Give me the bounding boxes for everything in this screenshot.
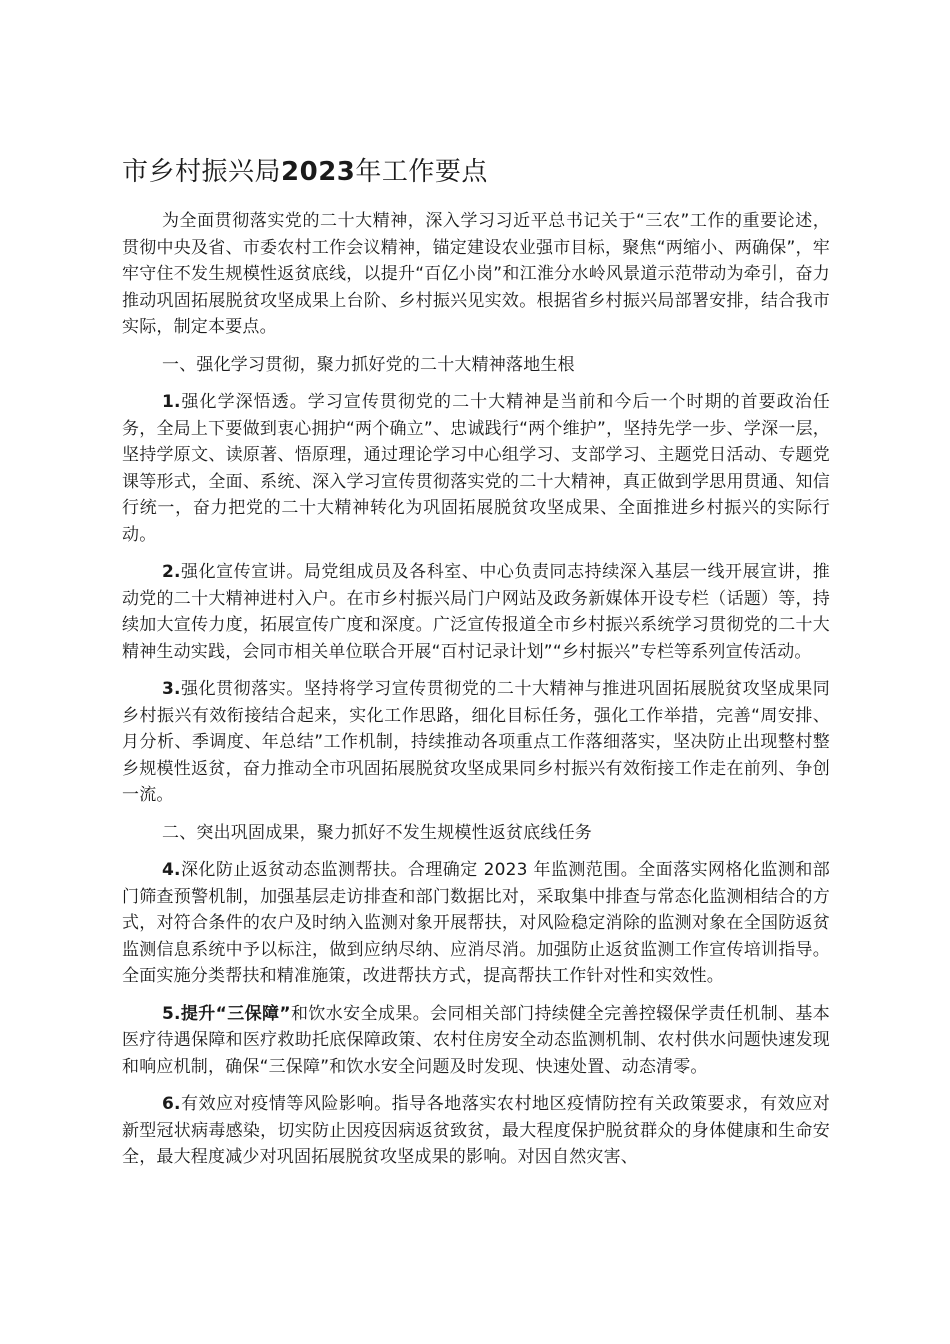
item-number: 5. — [162, 1003, 181, 1024]
title-suffix: 年工作要点 — [355, 157, 488, 187]
item-bold-text: 提升“三保障” — [180, 1003, 291, 1024]
section-heading-2: 二、突出巩固成果，聚力抓好不发生规模性返贫底线任务 — [162, 822, 592, 843]
item-paragraph-6 — [122, 1091, 830, 1171]
section-heading-1: 一、强化学习贯彻，聚力抓好党的二十大精神落地生根 — [162, 354, 575, 375]
item-paragraph-3 — [122, 676, 830, 809]
item-text: 和饮水安全成果。会同相关部门持续健全完善控辍保学责任机制、基本医疗待遇保障和医疗救助托底保障政策、农村住房安全动态监测机制、农村供水问题快速发现和响应机制，确保“三保障”和饮水安全问题及时发现、快速处置、动态清零。 — [122, 1003, 830, 1077]
item-paragraph-4 — [122, 857, 830, 990]
intro-paragraph: 为全面贯彻落实党的二十大精神，深入学习习近平总书记关于“三农”工作的重要论述，贯彻中央及省、市委农村工作会议精神，锚定建设农业强市目标，聚焦“两缩小、两确保”，牢牢守住不发生规模性返贫底线，以提升“百亿小岗”和江淮分水岭风景道示范带动为牵引，奋力推动巩固拓展脱贫攻坚成果上台阶、乡村振兴见实效。根据省乡村振兴局部署安排，结合我市实际，制定本要点。 — [122, 211, 830, 337]
document-title — [122, 150, 830, 194]
item-number: 3. — [162, 679, 181, 699]
document-page — [122, 150, 830, 1182]
item-number: 1. — [162, 392, 181, 412]
item-paragraph-2 — [122, 559, 830, 665]
item-text: 强化宣传宣讲。局党组成员及各科室、中心负责同志持续深入基层一线开展宣讲，推动党的二十大精神进村入户。在市乡村振兴局门户网站及政务新媒体开设专栏（话题）等，持续加大宣传力度，拓展宣传广度和深度。广泛宣传报道全市乡村振兴系统学习贯彻党的二十大精神生动实践，会同市相关单位联合开展“百村记录计划”“乡村振兴”专栏等系列宣传活动。 — [122, 562, 830, 662]
item-text: 强化学深悟透。学习宣传贯彻党的二十大精神是当前和今后一个时期的首要政治任务，全局上下要做到衷心拥护“两个确立”、忠诚践行“两个维护”，坚持先学一步、学深一层，坚持学原文、读原著、悟原理，通过理论学习中心组学习、支部学习、主题党日活动、专题党课等形式，全面、系统、深入学习宣传贯彻落实党的二十大精神，真正做到学思用贯通、知信行统一，奋力把党的二十大精神转化为巩固拓展脱贫攻坚成果、全面推进乡村振兴的实际行动。 — [122, 392, 830, 545]
item-text: 强化贯彻落实。坚持将学习宣传贯彻党的二十大精神与推进巩固拓展脱贫攻坚成果同乡村振兴有效衔接结合起来，实化工作思路，细化目标任务，强化工作举措，完善“周安排、月分析、季调度、年总结”工作机制，持续推动各项重点工作落细落实，坚决防止出现整村整乡规模性返贫，奋力推动全市巩固拓展脱贫攻坚成果同乡村振兴有效衔接工作走在前列、争创一流。 — [122, 679, 830, 805]
item-number: 2. — [162, 562, 181, 582]
item-number: 6. — [162, 1094, 181, 1114]
item-text: 有效应对疫情等风险影响。指导各地落实农村地区疫情防控有关政策要求，有效应对新型冠状病毒感染，切实防止因疫因病返贫致贫，最大程度保护脱贫群众的身体健康和生命安全，最大程度减少对巩固拓展脱贫攻坚成果的影响。对因自然灾害、 — [122, 1094, 830, 1167]
item-number: 4. — [162, 860, 181, 880]
title-year: 2023 — [281, 157, 356, 187]
item-paragraph-5 — [122, 1001, 830, 1081]
item-paragraph-1 — [122, 389, 830, 548]
item-text: 深化防止返贫动态监测帮扶。合理确定 2023 年监测范围。全面落实网格化监测和部门筛查预警机制，加强基层走访排查和部门数据比对，采取集中排查与常态化监测相结合的方式，对符合条件的农户及时纳入监测对象开展帮扶，对风险稳定消除的监测对象在全国防返贫监测信息系统中予以标注，做到应纳尽纳、应消尽消。加强防止返贫监测工作宣传培训指导。全面实施分类帮扶和精准施策，改进帮扶方式，提高帮扶工作针对性和实效性。 — [122, 860, 830, 986]
title-prefix: 市乡村振兴局 — [122, 157, 282, 187]
